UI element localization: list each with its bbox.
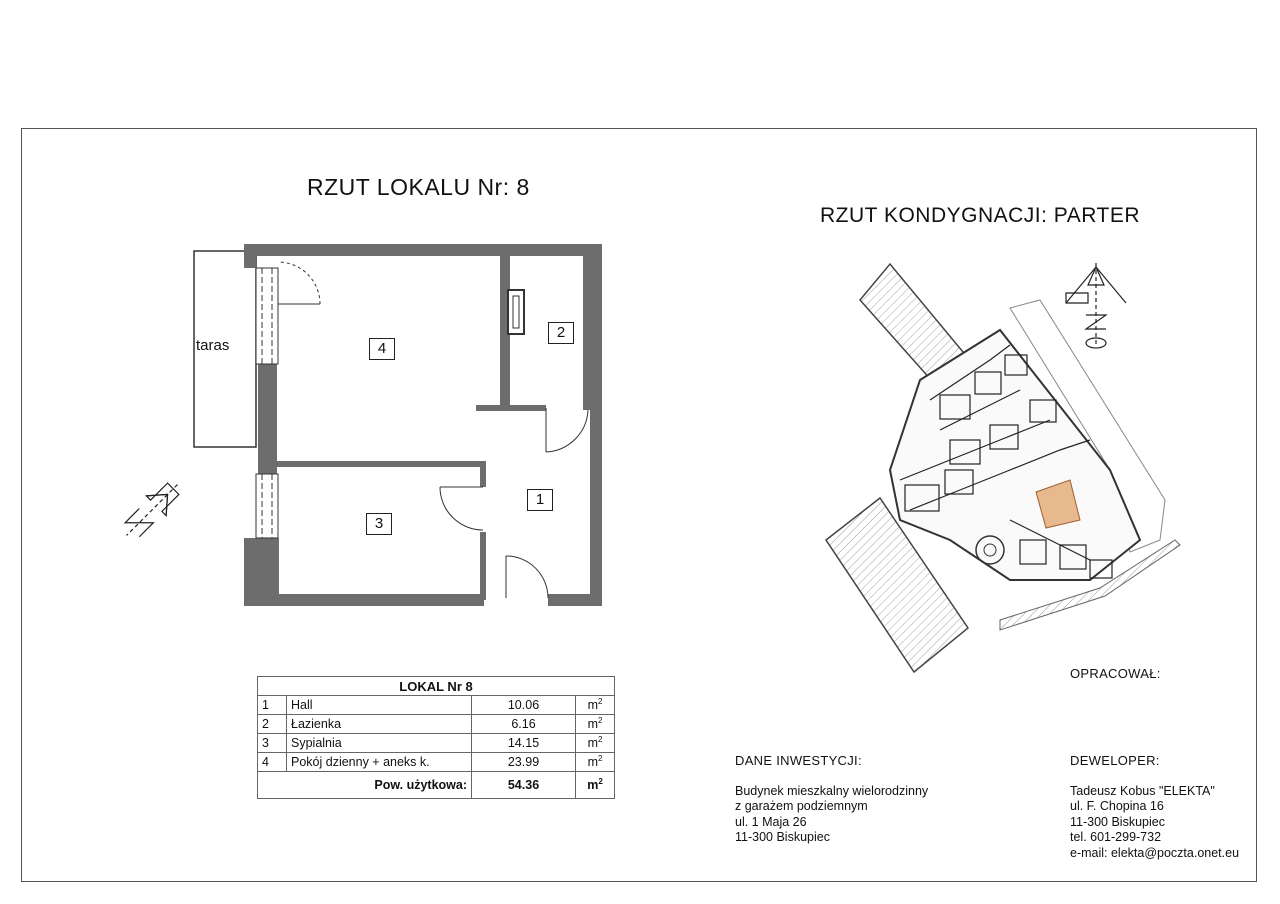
developer-line: Tadeusz Kobus "ELEKTA" — [1070, 783, 1215, 798]
developer-info — [1070, 753, 1239, 861]
developer-email[interactable]: e-mail: elekta@poczta.onet.eu — [1070, 845, 1240, 860]
room-label-2: 2 — [548, 322, 574, 344]
table-heading: LOKAL Nr 8 — [258, 677, 615, 696]
terrace-label: taras — [196, 337, 230, 354]
developer-line: tel. 601-299-732 — [1070, 830, 1162, 844]
investment-line: 11-300 Biskupiec — [735, 830, 830, 844]
table-row — [258, 734, 615, 753]
doors — [278, 262, 588, 598]
room-area: 10.06 — [472, 696, 576, 715]
area-unit: $m^2$ — [576, 753, 615, 772]
row-number: 1 — [258, 696, 287, 715]
row-number: 4 — [258, 753, 287, 772]
shaft — [508, 290, 524, 334]
area-unit: $m^2$ — [576, 715, 615, 734]
area-unit: $m^2$ — [576, 696, 615, 715]
table-row — [258, 696, 615, 715]
room-label-4: 4 — [369, 338, 395, 360]
walls — [244, 244, 602, 606]
north-arrow-right-icon — [1066, 263, 1126, 348]
north-arrow-icon — [117, 475, 188, 546]
room-label-1: 1 — [527, 489, 553, 511]
room-label-3: 3 — [366, 513, 392, 535]
site-plan — [826, 264, 1180, 672]
total-area: 54.36 — [472, 772, 576, 799]
investment-line: ul. 1 Maja 26 — [735, 814, 807, 829]
total-unit: $m^2$ — [576, 772, 615, 799]
total-label: Pow. użytkowa: — [258, 772, 472, 799]
prepared-by-label: OPRACOWAŁ: — [1070, 666, 1161, 681]
room-name: Łazienka — [287, 715, 472, 734]
room-area: 23.99 — [472, 753, 576, 772]
developer-heading: DEWELOPER: — [1070, 753, 1160, 768]
investment-heading: DANE INWESTYCJI: — [735, 753, 862, 768]
total-row — [258, 772, 615, 799]
table-row — [258, 715, 615, 734]
row-number: 3 — [258, 734, 287, 753]
room-area: 14.15 — [472, 734, 576, 753]
room-name: Pokój dzienny + aneks k. — [287, 753, 472, 772]
developer-line: 11-300 Biskupiec — [1070, 814, 1165, 829]
area-table — [257, 676, 615, 799]
developer-line: ul. F. Chopina 16 — [1070, 799, 1164, 813]
room-name: Hall — [287, 696, 472, 715]
room-name: Sypialnia — [287, 734, 472, 753]
row-number: 2 — [258, 715, 287, 734]
table-row — [258, 753, 615, 772]
area-unit: $m^2$ — [576, 734, 615, 753]
investment-line: Budynek mieszkalny wielorodzinny — [735, 783, 929, 798]
room-area: 6.16 — [472, 715, 576, 734]
unit-plan-title: RZUT LOKALU Nr: 8 — [307, 174, 530, 200]
investment-line: z garażem podziemnym — [735, 799, 868, 813]
investment-info — [735, 753, 928, 846]
floor-plan-title: RZUT KONDYGNACJI: PARTER — [820, 204, 1141, 227]
